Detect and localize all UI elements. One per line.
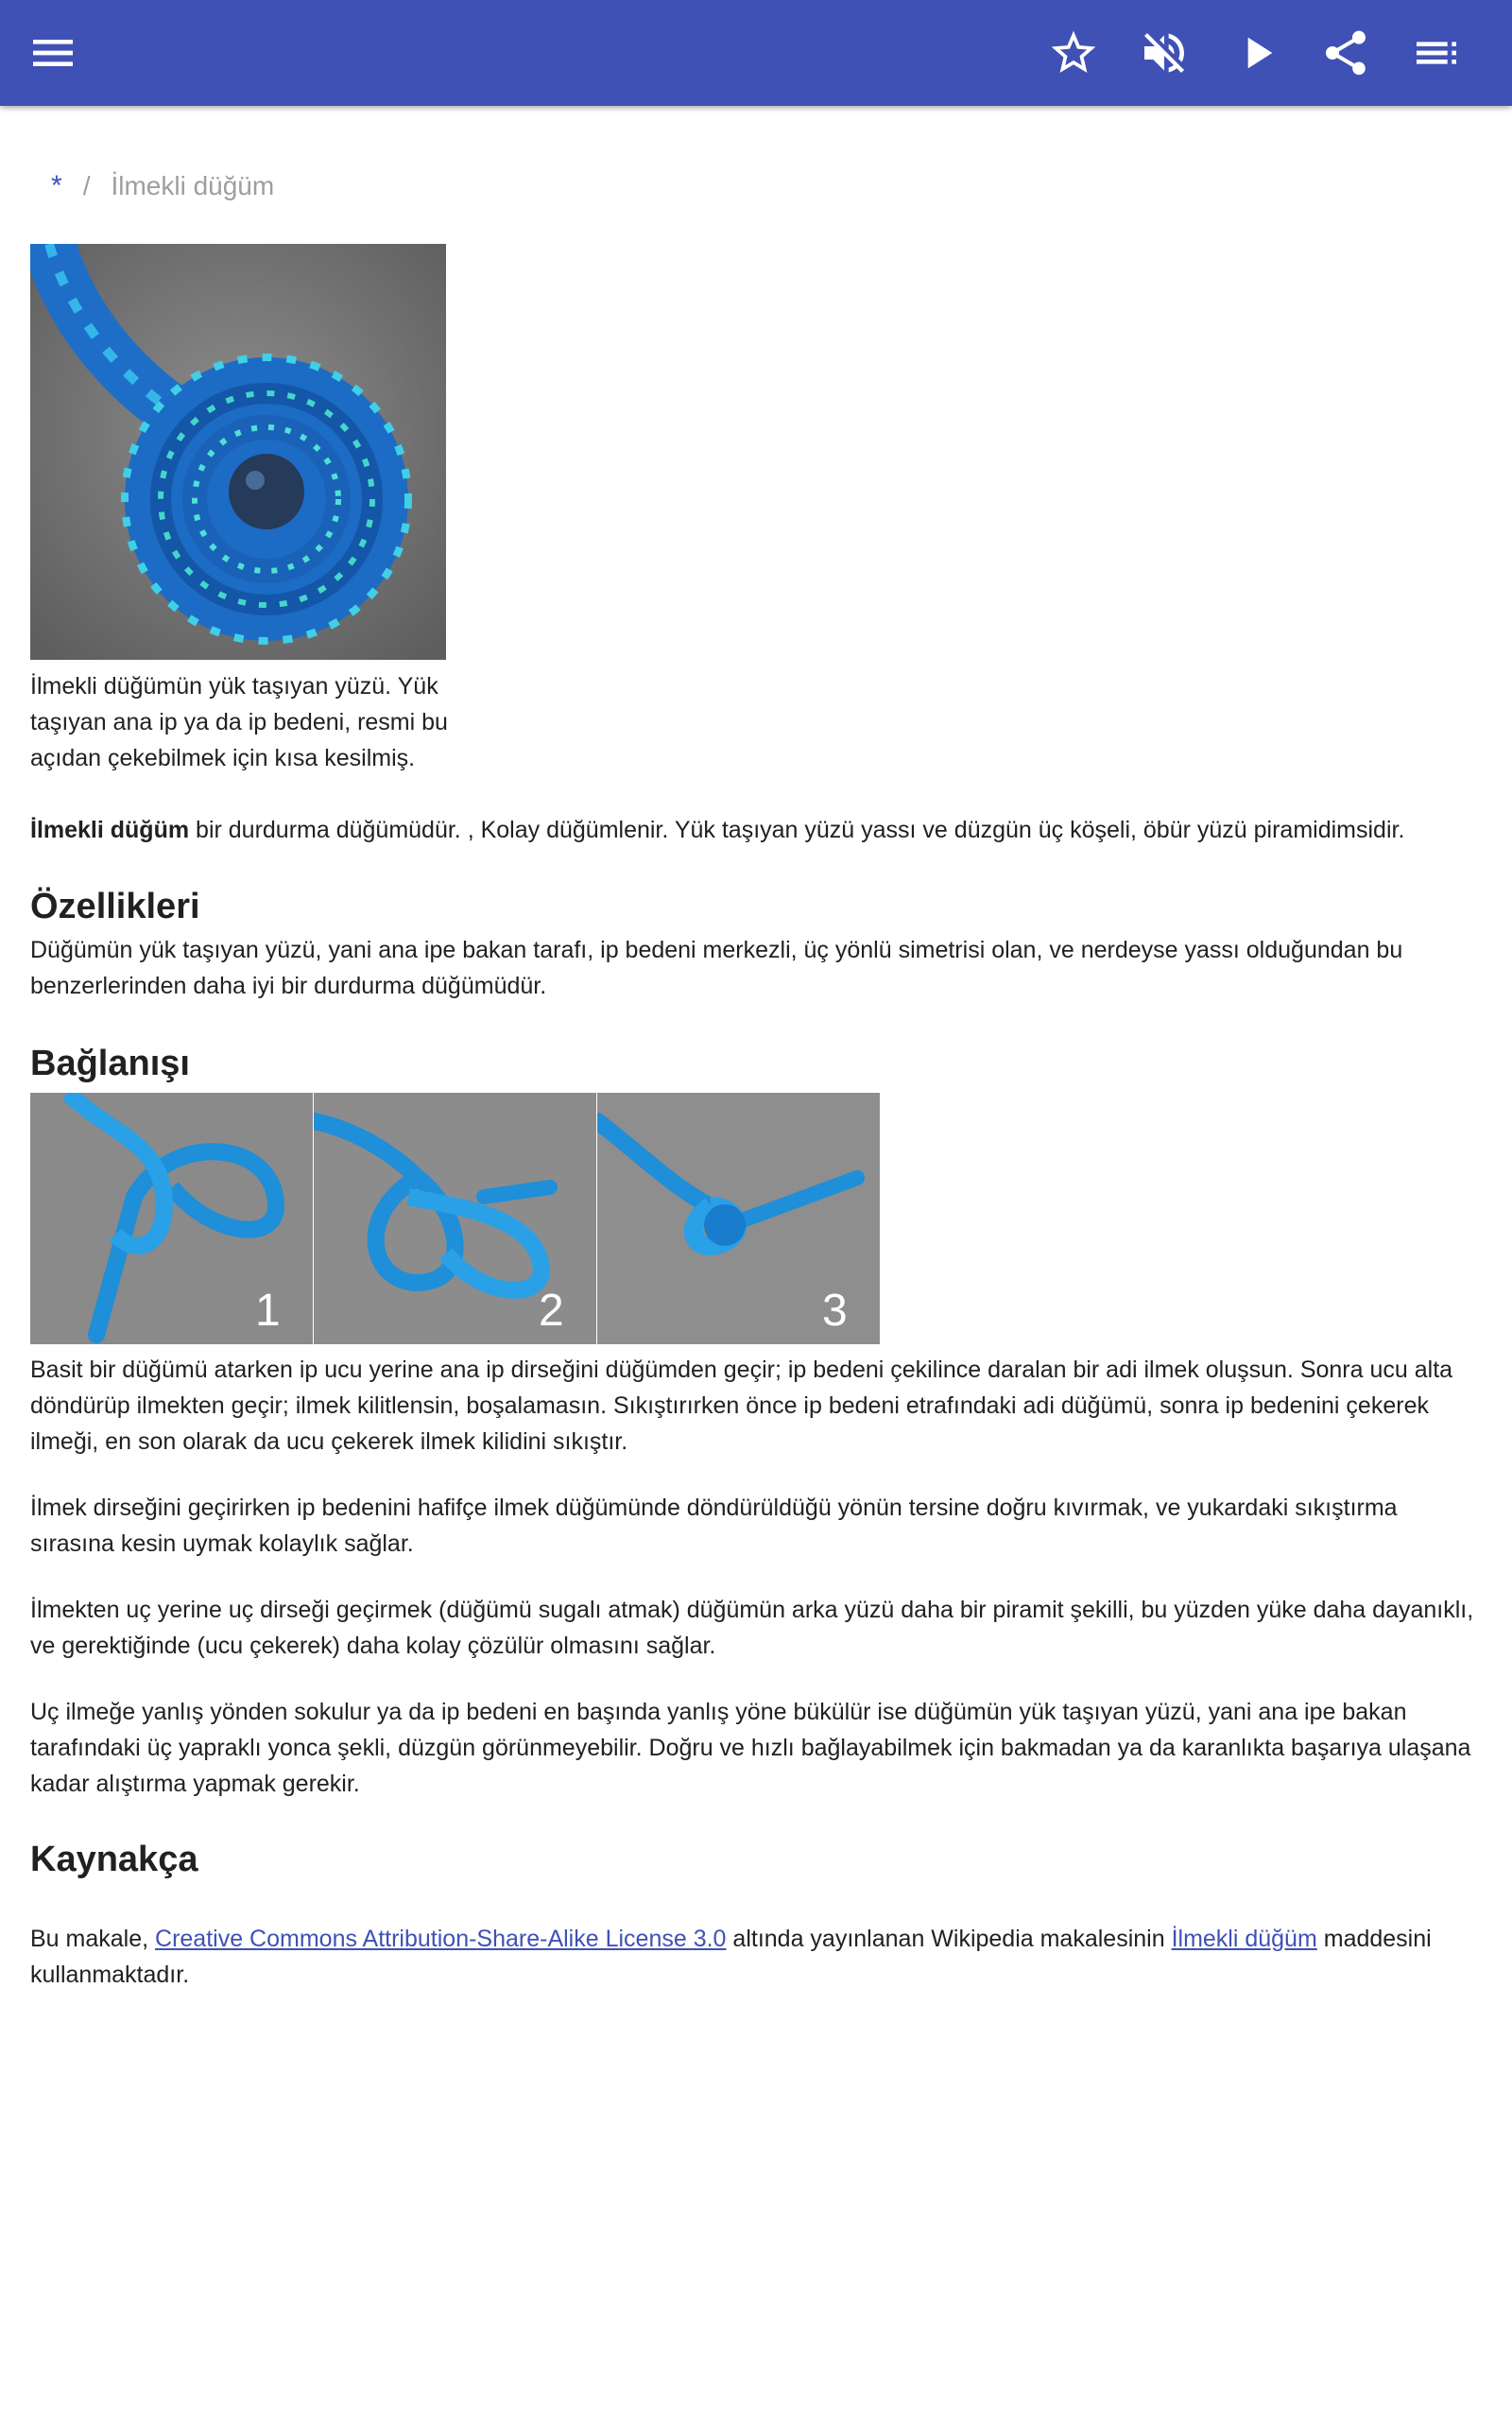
volume-off-icon[interactable] <box>1138 26 1191 79</box>
kaynakca-text-middle: altında yayınlanan Wikipedia makalesinin <box>726 1926 1172 1952</box>
intro-bold-term: İlmekli düğüm <box>30 817 190 843</box>
playlist-icon[interactable] <box>1410 26 1463 79</box>
ozellikler-paragraph: Düğümün yük taşıyan yüzü, yani ana ipe bakan tarafı, ip bedeni merkezli, üç yönlü simetrisi olan, ve nerdeyse yassı olduğundan bu benzerlerinden daha iyi bir durdurma düğümüdür. <box>30 937 1403 999</box>
intro-paragraph <box>30 812 1504 848</box>
kaynakca-text-after: maddesini kullanmaktadır. <box>30 1926 1432 1988</box>
section-heading-ozellikler: Özellikleri <box>30 887 200 926</box>
step-number-2: 2 <box>539 1286 564 1336</box>
kaynakca-text-before: Bu makale, <box>30 1926 156 1952</box>
image-caption: İlmekli düğümün yük taşıyan yüzü. Yük taşıyan ana ip ya da ip bedeni, resmi bu açıdan çekebilmek için kısa kesilmiş. <box>30 673 448 771</box>
section-heading-kaynakca: Kaynakça <box>30 1840 198 1879</box>
menu-icon[interactable] <box>26 26 79 79</box>
step-image-1 <box>30 1093 313 1344</box>
step-number-3: 3 <box>822 1286 848 1336</box>
steps-image[interactable] <box>30 1093 881 1344</box>
baglanis-paragraph-3: İlmekten uç yerine uç dirseği geçirmek (düğümü sugalı atmak) düğümün arka yüzü daha bir piramit şekilli, bu yüzden yüke daha dayanıklı, ve gerektiğinde (ucu çekerek) daha kolay çözülür olmasını sağlar. <box>30 1597 1474 1659</box>
breadcrumb-separator: / <box>82 171 91 200</box>
breadcrumb-current: İlmekli düğüm <box>111 171 275 200</box>
baglanis-paragraph-4: Uç ilmeğe yanlış yönden sokulur ya da ip bedeni en başında yanlış yöne bükülür ise düğümün yük taşıyan yüzü, yani ana ipe bakan tarafındaki üç yapraklı yonca şekli, düzgün görünmeyebilir. Doğru ve hızlı bağlayabilmek için bakmadan ya da karanlıkta başarıya ulaşana kadar alıştırma yapmak gerekir. <box>30 1699 1471 1797</box>
breadcrumb <box>51 170 274 202</box>
knot-photo[interactable] <box>30 244 446 660</box>
wikipedia-article-link[interactable]: İlmekli düğüm <box>1171 1926 1317 1952</box>
app-bar <box>0 0 1512 106</box>
section-heading-baglanis: Bağlanışı <box>30 1044 190 1083</box>
breadcrumb-home-link[interactable]: * <box>51 170 62 201</box>
baglanis-paragraph-1: Basit bir düğümü atarken ip ucu yerine ana ip dirseğini düğümden geçir; ip bedeni çekilince daralan bir adi ilmek oluşsun. Sonra ucu alta döndürüp ilmekten geçir; ilmek kilitlensin, boşalamasın. Sıkıştırırken önce ip bedeni etrafındaki adi düğümü, sonra ip bedenini çekerek ilmeği, en son olarak da ucu çekerek ilmek kilidini sıkıştır. <box>30 1357 1453 1455</box>
intro-text: bir durdurma düğümüdür. , Kolay düğümlenir. Yük taşıyan yüzü yassı ve düzgün üç köşeli, öbür yüzü piramidimsidir. <box>189 817 1405 843</box>
play-icon[interactable] <box>1230 26 1283 79</box>
kaynakca-paragraph <box>30 1921 1490 1993</box>
step-image-2 <box>314 1093 596 1344</box>
share-icon[interactable] <box>1319 26 1372 79</box>
baglanis-paragraph-2: İlmek dirseğini geçirirken ip bedenini hafifçe ilmek düğümünde döndürüldüğü yönün tersine doğru kıvırmak, ve yukardaki sıkıştırma sırasına kesin uymak kolaylık sağlar. <box>30 1495 1398 1557</box>
star-outline-icon[interactable] <box>1047 26 1100 79</box>
license-link[interactable]: Creative Commons Attribution-Share-Alike License 3.0 <box>155 1926 727 1952</box>
step-image-3 <box>597 1093 880 1344</box>
step-number-1: 1 <box>255 1286 281 1336</box>
